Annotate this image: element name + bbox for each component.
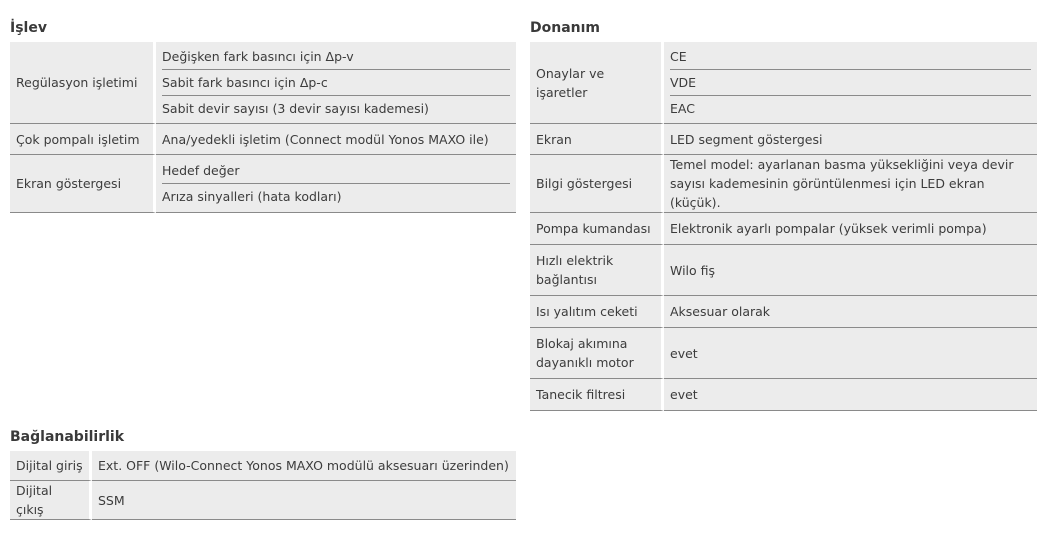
row-label: Blokaj akımına dayanıklı motor <box>530 328 664 379</box>
value-line: EAC <box>670 101 695 116</box>
table-row <box>530 213 1037 245</box>
row-value: evet <box>664 328 1037 379</box>
row-label: Dijital giriş <box>10 451 92 481</box>
value-line: VDE <box>670 70 1031 96</box>
table-row <box>10 42 516 124</box>
table-row <box>530 328 1037 379</box>
table-row <box>530 124 1037 155</box>
row-value: LED segment göstergesi <box>664 124 1037 155</box>
row-value: evet <box>664 379 1037 411</box>
donanim-section <box>530 17 1037 411</box>
row-label: Regülasyon işletimi <box>10 42 156 124</box>
row-value: Elektronik ayarlı pompalar (yüksek verimli pompa) <box>664 213 1037 245</box>
value-line: Hedef değer <box>162 158 510 184</box>
table-row <box>530 296 1037 328</box>
row-value <box>156 155 516 213</box>
table-row <box>10 124 516 155</box>
islev-heading: İşlev <box>10 20 47 36</box>
row-label: Pompa kumandası <box>530 213 664 245</box>
value-line: Sabit devir sayısı (3 devir sayısı kademesi) <box>162 101 429 116</box>
value-line: Arıza sinyalleri (hata kodları) <box>162 189 342 204</box>
table-row <box>530 379 1037 411</box>
table-row <box>10 481 516 520</box>
table-row <box>10 155 516 213</box>
row-value <box>664 42 1037 124</box>
baglanabilirlik-heading: Bağlanabilirlik <box>10 429 125 445</box>
row-value: Temel model: ayarlanan basma yüksekliğini veya devir sayısı kademesinin görüntülenmesi için LED ekran (küçük). <box>664 155 1037 213</box>
table-row <box>530 155 1037 213</box>
islev-section <box>10 17 516 213</box>
donanim-heading: Donanım <box>530 20 601 36</box>
donanim-table <box>530 42 1037 411</box>
baglanabilirlik-table <box>10 451 516 520</box>
value-line: Değişken fark basıncı için Δp-v <box>162 44 510 70</box>
row-label: Hızlı elektrik bağlantısı <box>530 245 664 296</box>
row-label: Isı yalıtım ceketi <box>530 296 664 328</box>
islev-table <box>10 42 516 213</box>
row-label: Tanecik filtresi <box>530 379 664 411</box>
row-value: Aksesuar olarak <box>664 296 1037 328</box>
row-label: Dijital çıkış <box>10 481 92 520</box>
row-label: Bilgi göstergesi <box>530 155 664 213</box>
row-value: Wilo fiş <box>664 245 1037 296</box>
row-value: SSM <box>92 481 516 520</box>
baglanabilirlik-section <box>10 426 516 520</box>
table-row <box>530 42 1037 124</box>
row-value: Ext. OFF (Wilo-Connect Yonos MAXO modülü aksesuarı üzerinden) <box>92 451 516 481</box>
row-label: Ekran göstergesi <box>10 155 156 213</box>
value-line: Sabit fark basıncı için Δp-c <box>162 70 510 96</box>
table-row <box>530 245 1037 296</box>
row-label: Çok pompalı işletim <box>10 124 156 155</box>
value-line: CE <box>670 44 1031 70</box>
row-value: Ana/yedekli işletim (Connect modül Yonos MAXO ile) <box>156 124 516 155</box>
row-label: Ekran <box>530 124 664 155</box>
row-value <box>156 42 516 124</box>
table-row <box>10 451 516 481</box>
row-label: Onaylar ve işaretler <box>530 42 664 124</box>
